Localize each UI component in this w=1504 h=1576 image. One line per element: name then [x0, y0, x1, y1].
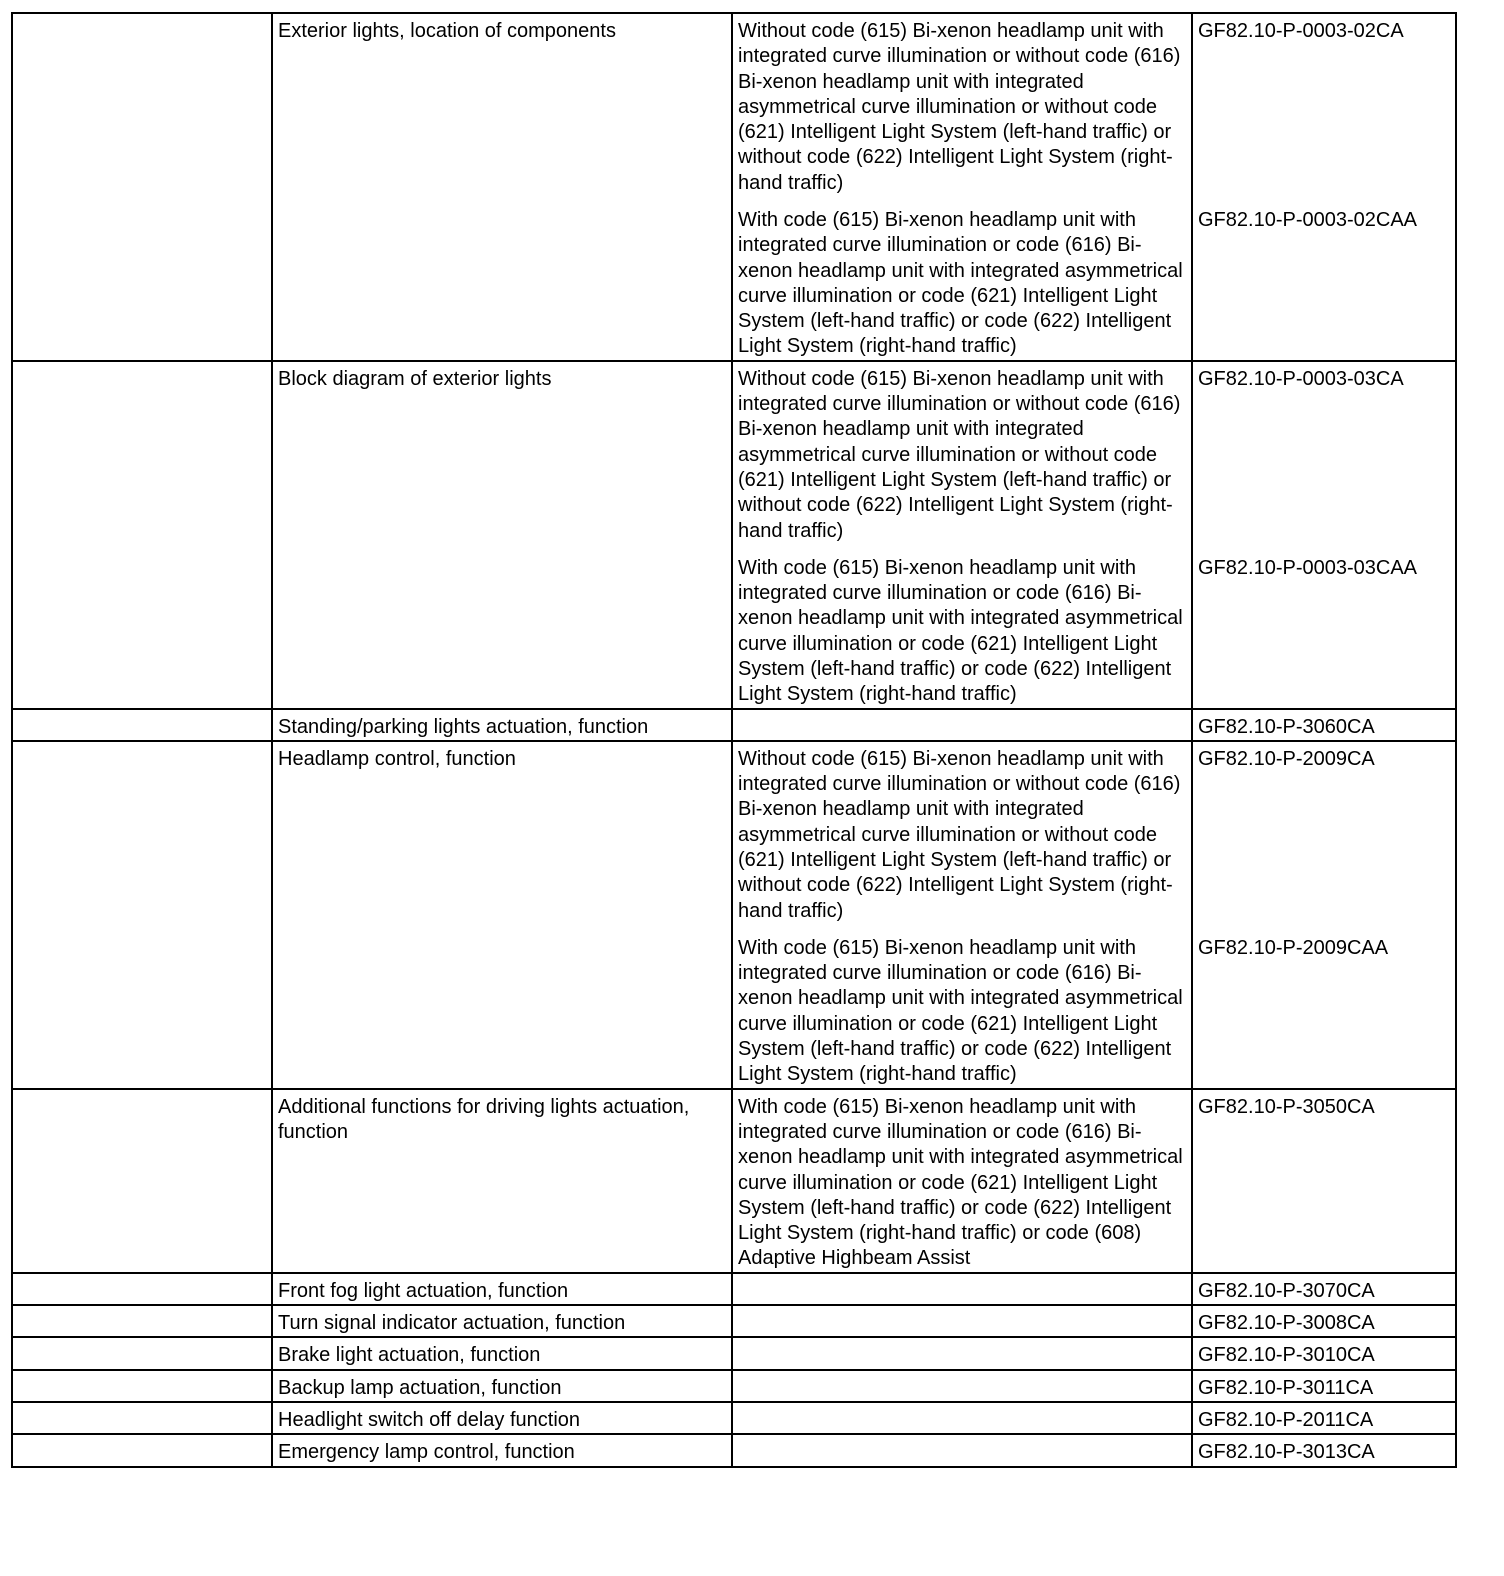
- condition-cell: [732, 1089, 1192, 1273]
- empty-cell: [12, 709, 272, 741]
- condition-cell: [732, 1434, 1192, 1466]
- empty-cell: [12, 1434, 272, 1466]
- table-row: [12, 709, 1456, 741]
- table-row: [12, 1305, 1456, 1337]
- document-number: GF82.10-P-0003-03CAA: [1198, 556, 1418, 579]
- condition-text: Without code (615) Bi-xenon headlamp unit with integrated curve illumination or without code (616) Bi-xenon headlamp unit with integrated asymmetrical curve illumination or without code (621) Intelligent Light System (left-hand traffic) or without code (622) Intelligent Light System (right-hand traffic): [738, 747, 1181, 922]
- condition-cell: [732, 1337, 1192, 1369]
- table-body: [12, 13, 1456, 1467]
- condition-cell: [732, 1402, 1192, 1434]
- row-title: Brake light actuation, function: [272, 1337, 732, 1369]
- empty-cell: [12, 741, 272, 1089]
- empty-cell: [12, 1273, 272, 1305]
- document-number-cell: [1192, 741, 1456, 1089]
- document-number: GF82.10-P-2011CA: [1198, 1408, 1374, 1431]
- document-number: GF82.10-P-0003-02CAA: [1198, 209, 1418, 231]
- row-title: Additional functions for driving lights actuation, function: [272, 1089, 732, 1273]
- table-row: [12, 1089, 1456, 1273]
- table-row: [12, 1434, 1456, 1466]
- row-title: Backup lamp actuation, function: [272, 1370, 732, 1402]
- document-number-cell: [1192, 709, 1456, 741]
- row-title: Front fog light actuation, function: [272, 1273, 732, 1305]
- condition-cell: [732, 741, 1192, 1089]
- document-number: GF82.10-P-3008CA: [1198, 1312, 1375, 1335]
- condition-cell: [732, 1370, 1192, 1402]
- document-number: GF82.10-P-3013CA: [1198, 1441, 1375, 1464]
- document-number-cell: [1192, 1370, 1456, 1402]
- condition-cell: [732, 1305, 1192, 1337]
- condition-cell: [732, 13, 1192, 361]
- table-row: [12, 13, 1456, 361]
- row-title: Standing/parking lights actuation, function: [272, 709, 732, 741]
- document-number: GF82.10-P-3050CA: [1198, 1095, 1375, 1118]
- condition-text: Without code (615) Bi-xenon headlamp unit with integrated curve illumination or without code (616) Bi-xenon headlamp unit with integrated asymmetrical curve illumination or without code (621) Intelligent Light System (left-hand traffic) or without code (622) Intelligent Light System (right-hand traffic): [738, 367, 1181, 542]
- document-number: GF82.10-P-3010CA: [1198, 1344, 1375, 1367]
- row-title: Emergency lamp control, function: [272, 1434, 732, 1466]
- row-title: Headlamp control, function: [272, 741, 732, 1089]
- document-number-cell: [1192, 1434, 1456, 1466]
- table-row: [12, 1370, 1456, 1402]
- document-number: GF82.10-P-3070CA: [1198, 1279, 1375, 1302]
- row-title: Headlight switch off delay function: [272, 1402, 732, 1434]
- document-number-cell: [1192, 361, 1456, 709]
- condition-text: With code (615) Bi-xenon headlamp unit with integrated curve illumination or code (616) Bi-xenon headlamp unit with integrated asymmetrical curve illumination or code (621) Intelligent Light System (left-hand traffic) or code (622) Intelligent Light System (right-hand traffic): [738, 936, 1183, 1086]
- row-title: Turn signal indicator actuation, function: [272, 1305, 732, 1337]
- empty-cell: [12, 1402, 272, 1434]
- document-number: GF82.10-P-3060CA: [1198, 715, 1375, 738]
- condition-cell: [732, 1273, 1192, 1305]
- table-row: [12, 1337, 1456, 1369]
- row-title: Block diagram of exterior lights: [272, 361, 732, 709]
- table-row: [12, 1273, 1456, 1305]
- empty-cell: [12, 1337, 272, 1369]
- document-number: GF82.10-P-2009CAA: [1198, 936, 1389, 959]
- empty-cell: [12, 1089, 272, 1273]
- document-number: GF82.10-P-0003-03CA: [1198, 367, 1404, 390]
- document-number-cell: [1192, 1089, 1456, 1273]
- document-table: [11, 12, 1457, 1468]
- empty-cell: [12, 13, 272, 361]
- condition-cell: [732, 709, 1192, 741]
- row-title: Exterior lights, location of components: [272, 13, 732, 361]
- document-number-cell: [1192, 1337, 1456, 1369]
- document-number-cell: [1192, 1273, 1456, 1305]
- document-number: GF82.10-P-0003-02CA: [1198, 20, 1404, 42]
- condition-text: With code (615) Bi-xenon headlamp unit with integrated curve illumination or code (616) Bi-xenon headlamp unit with integrated asymmetrical curve illumination or code (621) Intelligent Light System (left-hand traffic) or code (622) Intelligent Light System (right-hand traffic) or code (608) Adaptive Highbeam Assist: [738, 1095, 1183, 1270]
- document-number-cell: [1192, 1402, 1456, 1434]
- document-number-cell: [1192, 1305, 1456, 1337]
- condition-text: With code (615) Bi-xenon headlamp unit with integrated curve illumination or code (616) Bi-xenon headlamp unit with integrated asymmetrical curve illumination or code (621) Intelligent Light System (left-hand traffic) or code (622) Intelligent Light System (right-hand traffic): [738, 556, 1183, 706]
- empty-cell: [12, 1305, 272, 1337]
- empty-cell: [12, 1370, 272, 1402]
- document-number: GF82.10-P-3011CA: [1198, 1376, 1374, 1399]
- table-row: [12, 741, 1456, 1089]
- condition-text: With code (615) Bi-xenon headlamp unit with integrated curve illumination or code (616) Bi-xenon headlamp unit with integrated asymmetrical curve illumination or code (621) Intelligent Light System (left-hand traffic) or code (622) Intelligent Light System (right-hand traffic): [738, 209, 1183, 358]
- document-number-cell: [1192, 13, 1456, 361]
- document-number: GF82.10-P-2009CA: [1198, 747, 1375, 770]
- condition-text: Without code (615) Bi-xenon headlamp unit with integrated curve illumination or without code (616) Bi-xenon headlamp unit with integrated asymmetrical curve illumination or without code (621) Intelligent Light System (left-hand traffic) or without code (622) Intelligent Light System (right-hand traffic): [738, 20, 1181, 194]
- empty-cell: [12, 361, 272, 709]
- condition-cell: [732, 361, 1192, 709]
- table-row: [12, 361, 1456, 709]
- table-row: [12, 1402, 1456, 1434]
